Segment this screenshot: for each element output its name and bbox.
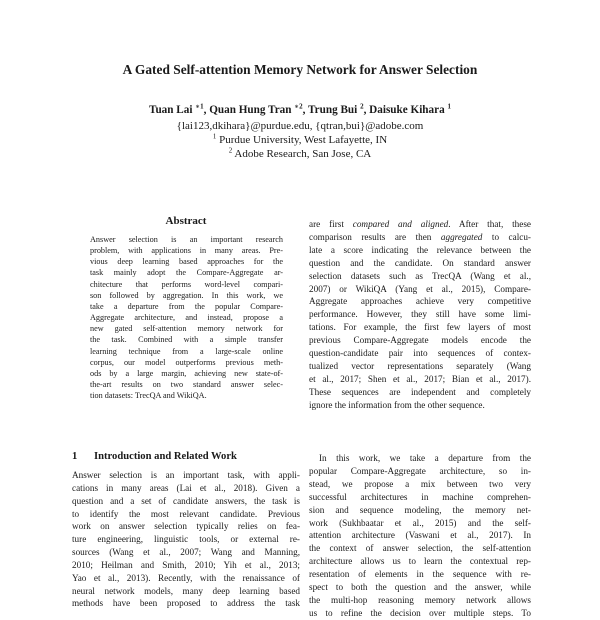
author-name: Tuan Lai (149, 104, 193, 116)
text-line: resentation of elements in the sequence with re- (309, 569, 531, 580)
text-line: In this work, we take a departure from the (319, 453, 531, 463)
text-line: selection datasets such as TrecQA (Wang et al., (309, 270, 531, 281)
text-line: methods have been proposed to address the task (72, 598, 300, 609)
text-line: tion datasets: TrecQA and WikiQA. (90, 391, 207, 401)
affiliation-text: Purdue University, West Lafayette, IN (219, 134, 388, 146)
text-line: architecture allows us to learn the contextual rep- (309, 556, 531, 567)
text-line: new gated self-attention memory network for (90, 324, 283, 334)
text-line: to identify the most relevant candidate. Previous (72, 508, 300, 519)
affiliation-mark: 2 (228, 146, 233, 155)
author-mark: ∗2 (294, 102, 303, 111)
text-line: neural network models, many deep learning based (72, 585, 300, 596)
text-line: ignore the information from the other sequence. (309, 399, 485, 410)
text-line: the-art results on two standard answer selec- (90, 380, 283, 390)
text-line: spect to both the question and the answer, while (309, 582, 531, 593)
text-line: the task. Combined with a simple transfer (90, 335, 283, 345)
text-line: 2010; Heilman and Smith, 2010; Yih et al., 2013; (72, 559, 300, 570)
text-line: performance. However, they still have some limi- (309, 309, 531, 320)
affiliation (0, 134, 600, 147)
text-line: Aggregate approaches achieve very competitive (309, 296, 531, 307)
author-mark: ∗1 (195, 102, 204, 111)
abstract-heading: Abstract (165, 215, 207, 227)
paper-title: A Gated Self-attention Memory Network for Answer Selection (122, 62, 478, 77)
text-line: attention architecture (Vaswani et al., 2017). In (309, 530, 531, 541)
text-line: question-candidate pair into sequences of contex- (309, 348, 531, 359)
abstract-body (90, 234, 283, 401)
text-line: et al., 2017; Shen et al., 2017; Bian et al., 2017). (309, 373, 531, 384)
text-line: These sequences are independent and completely (309, 386, 531, 397)
author-mark: 1 (447, 102, 451, 111)
text-line: problem, with applications in many areas. Pre- (90, 246, 283, 256)
text-line: sion and sequence modeling, the memory net- (309, 504, 531, 515)
section-heading (72, 451, 237, 462)
text-line: learning technique from a large-scale online (90, 346, 283, 356)
text-line: question and the candidate. On standard answer (309, 257, 531, 268)
text-line: the multi-hop reasoning memory network allows (309, 594, 531, 605)
text-line: the context of answer selection, the self-attention (309, 543, 531, 554)
text-line: successful architectures in machine comprehen- (309, 491, 531, 502)
text-line: ods by a large margin, achieving new state-of- (90, 368, 283, 378)
affiliation-mark: 1 (212, 132, 217, 141)
text-line: ture engineering, linguistic tools, or external re- (72, 534, 300, 545)
text-line: cations in many areas (Lai et al., 2018). Given a (72, 482, 300, 493)
text-line: Answer selection is an important research (90, 235, 283, 244)
intro-paragraph (72, 469, 300, 610)
text-line: tualized vector representations separately (Wang (309, 360, 531, 371)
text-line: Yao et al., 2013). Recently, with the renaissance of (72, 572, 300, 583)
text-line: are first compared and aligned. After that, these (309, 219, 532, 229)
text-line: work (Sukhbaatar et al., 2015) and the self- (309, 517, 531, 528)
text-line: comparison results are then aggregated to calcu- (309, 231, 531, 242)
text-line: stead, we propose a mix between two very (309, 478, 531, 489)
text-line: sources (Wang et al., 2007; Wang and Manning, (72, 547, 300, 558)
text-line: Answer selection is an important task, with appli- (72, 470, 300, 480)
author-name: Trung Bui (308, 104, 358, 116)
author-name: Daisuke Kihara (369, 104, 445, 116)
text-line: son followed by aggregation. In this work, we (90, 290, 283, 300)
text-line: late a score indicating the relevance between the (309, 244, 531, 255)
author-mark: 2 (360, 102, 364, 111)
text-line: us to refine the decision over multiple steps. To (309, 607, 531, 618)
text-line: chitecture that performs word-level compari- (90, 279, 283, 289)
right-paragraph-1 (309, 218, 531, 412)
text-line: previous Compare-Aggregate models encode the (309, 335, 531, 346)
text-line: 2007) or WikiQA (Yang et al., 2015), Compare- (309, 283, 531, 294)
text-line: take a departure from the popular Compare- (90, 301, 283, 311)
right-paragraph-2 (309, 452, 531, 620)
affiliation-text: Adobe Research, San Jose, CA (234, 148, 372, 160)
section-number: 1 (72, 451, 78, 462)
author-list: Tuan Lai $^{∗1}$, Quan Hung Tran $^{∗2}$, Trung Bui $^2$, Daisuke Kihara $^1$ (149, 102, 451, 116)
text-line: Aggregate architecture, and instead, propose a (90, 313, 283, 323)
text-line: tations. For example, the first few layers of most (309, 322, 531, 333)
text-line: popular Compare-Aggregate architecture, so in- (309, 465, 531, 476)
text-line: task mainly adopt the Compare-Aggregate ar- (90, 268, 283, 278)
text-line: corpus, our model outperforms previous meth- (90, 357, 283, 367)
text-line: vious deep learning based approaches for the (90, 257, 283, 267)
author-name: Quan Hung Tran (209, 104, 292, 116)
section-title: Introduction and Related Work (94, 451, 237, 462)
affiliation (0, 148, 600, 161)
text-line: question and a set of candidate answers, the task is (72, 495, 300, 506)
text-line: work on answer selection typically relies on fea- (72, 521, 300, 532)
author-emails: {lai123,dkihara}@purdue.edu, {qtran,bui}@adobe.com (176, 120, 424, 132)
